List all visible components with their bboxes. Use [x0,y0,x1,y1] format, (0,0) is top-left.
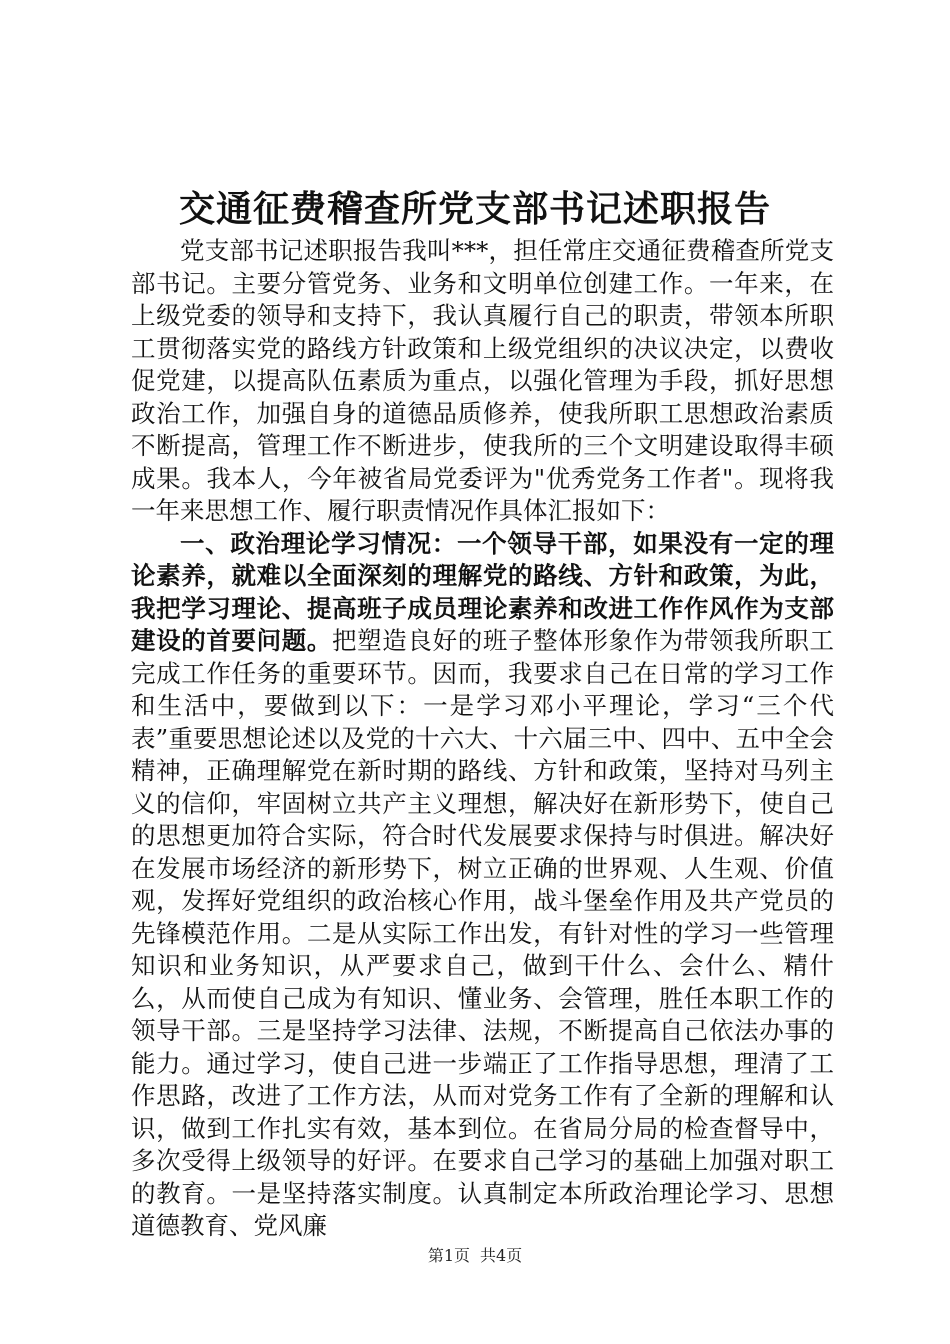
page-number: 第1页 [427,1246,470,1265]
section-one-text: 把塑造良好的班子整体形象作为带领我所职工完成工作任务的重要环节。因而，我要求自己在日常的学习工作和生活中，要做到以下：一是学习邓小平理论，学习“三个代表”重要思想论述以及党的十六大、十六届三中、四中、五中全会精神，正确理解党在新时期的路线、方针和政策，坚持对马列主义的信仰，牢固树立共产主义理想，解决好在新形势下，使自己的思想更加符合实际，符合时代发展要求保持与时俱进。解决好在发展市场经济的新形势下，树立正确的世界观、人生观、价值观，发挥好党组织的政治核心作用，战斗堡垒作用及共产党员的先锋模范作用。二是从实际工作出发，有针对性的学习一些管理知识和业务知识，从严要求自己，做到干什么、会什么、精什么，从而使自己成为有知识、懂业务、会管理，胜任本职工作的领导干部。三是坚持学习法律、法规，不断提高自己依法办事的能力。通过学习，使自己进一步端正了工作指导思想，理清了工作思路，改进了工作方法，从而对党务工作有了全新的理解和认识，做到工作扎实有效，基本到位。在省局分局的检查督导中，多次受得上级领导的好评。在要求自己学习的基础上加强对职工的教育。一是坚持落实制度。认真制定本所政治理论学习、思想道德教育、党风廉 [131,626,835,1240]
section-one-heading: 一、政治理论学习情况：一个领导干部，如果没有一定的理论素养，就难以全面深刻的理解党的路线、方针和政策，为此，我把学习理论、提高班子成员理论素养和改进工作作风作为支部建设的首要问题。 [131,528,834,655]
page-footer [0,1245,950,1267]
paragraph-intro-text: 党支部书记述职报告我叫***，担任常庄交通征费稽查所党支部书记。主要分管党务、业务和文明单位创建工作。一年来，在上级党委的领导和支持下，我认真履行自己的职责，带领本所职工贯彻落实党的路线方针政策和上级党组织的决议决定，以费收促党建，以提高队伍素质为重点，以强化管理为手段，抓好思想政治工作，加强自身的道德品质修养，使我所职工思想政治素质不断提高，管理工作不断进步，使我所的三个文明建设取得丰硕成果。我本人，今年被省局党委评为"优秀党务工作者"。现将我一年来思想工作、履行职责情况作具体汇报如下： [131,236,834,525]
paragraph-section-one [131,528,834,1243]
document-body [131,235,834,1243]
page-total: 共4页 [480,1246,523,1265]
paragraph-intro [131,235,834,528]
document-title: 交通征费稽查所党支部书记述职报告 [178,188,771,230]
